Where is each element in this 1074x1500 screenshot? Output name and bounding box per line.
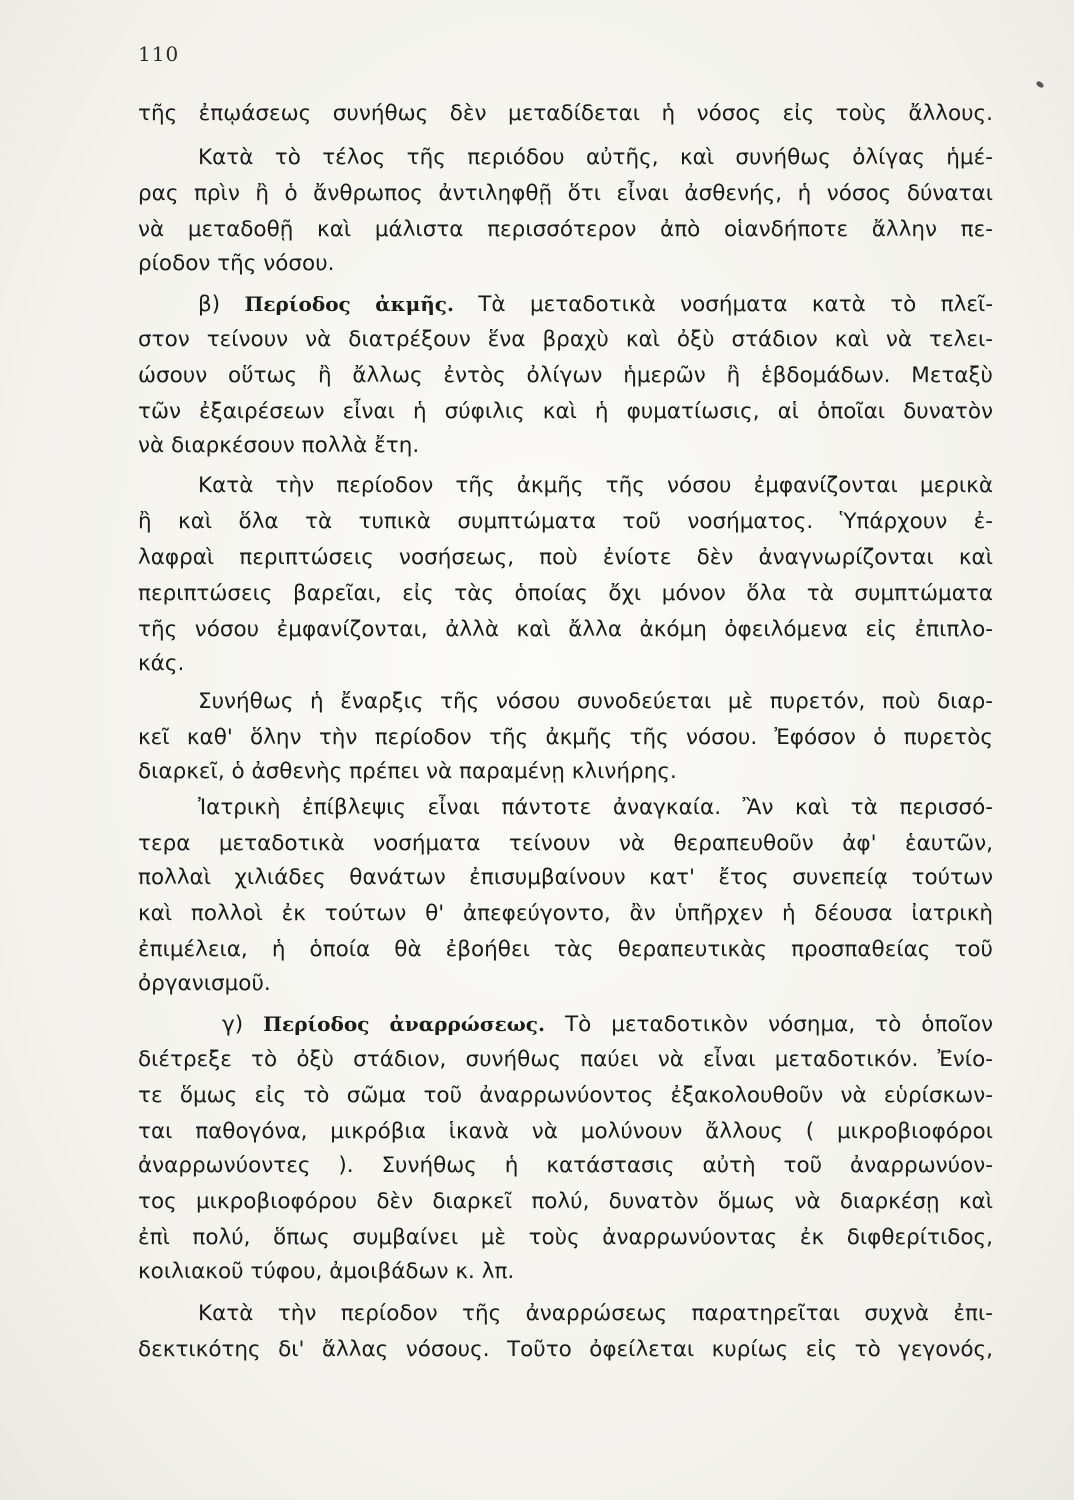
text-line: τῆς ἐπῳάσεως συνήθως δὲν μεταδίδεται ἡ νόσος εἰς τοὺς ἄλλους. [138, 101, 993, 126]
section-c-text: Τὸ μεταδοτικὸν νόσημα, τὸ ὁποῖον [564, 1012, 993, 1037]
text-line: διέτρεξε τὸ ὀξὺ στάδιον, συνήθως παύει νὰ εἶναι μεταδοτικόν. Ἐνίο- [138, 1047, 993, 1072]
text-line: Κατὰ τὴν περίοδον τῆς ἀναρρώσεως παρατηρεῖται συχνὰ ἐπι- [198, 1301, 993, 1326]
text-line: ἢ καὶ ὅλα τὰ τυπικὰ συμπτώματα τοῦ νοσήματος. Ὑπάρχουν ἐ- [138, 509, 993, 534]
text-line: κεῖ καθ' ὅλην τὴν περίοδον τῆς ἀκμῆς τῆς νόσου. Ἐφόσον ὁ πυρετὸς [138, 725, 993, 750]
text-line: τος μικροβιοφόρου δὲν διαρκεῖ πολύ, δυνατὸν ὅμως νὰ διαρκέσῃ καὶ [138, 1189, 993, 1214]
text-line: Ἰατρικὴ ἐπίβλεψις εἶναι πάντοτε ἀναγκαία. Ἂν καὶ τὰ περισσό- [198, 795, 993, 820]
text-line: λαφραὶ περιπτώσεις νοσήσεως, ποὺ ἐνίοτε δὲν ἀναγνωρίζονται καὶ [138, 545, 993, 570]
text-line: διαρκεῖ, ὁ ἀσθενὴς πρέπει νὰ παραμένῃ κλινήρης. [138, 759, 677, 784]
text-line: ρας πρὶν ἢ ὁ ἄνθρωπος ἀντιληφθῇ ὅτι εἶναι ἀσθενής, ἡ νόσος δύναται [138, 181, 993, 206]
text-line: νὰ μεταδοθῇ καὶ μάλιστα περισσότερον ἀπὸ οἱανδήποτε ἄλλην πε- [138, 217, 993, 242]
text-line: ἀναρρωνύοντες ). Συνήθως ἡ κατάστασις αὐτὴ τοῦ ἀναρρωνύον- [138, 1153, 993, 1178]
section-c-heading: Περίοδος ἀναρρώσεως. [263, 1012, 545, 1036]
section-heading-line [222, 1010, 993, 1039]
text-line: καὶ πολλοὶ ἐκ τούτων θ' ἀπεφεύγοντο, ἂν ὑπῆρχεν ἡ δέουσα ἰατρικὴ [138, 901, 993, 926]
text-line: ώσουν οὕτως ἢ ἄλλως ἐντὸς ὀλίγων ἡμερῶν ἢ ἑβδομάδων. Μεταξὺ [138, 363, 993, 388]
text-line: ρίοδον τῆς νόσου. [138, 251, 335, 276]
section-c-label: γ) [222, 1012, 244, 1037]
text-line: Συνήθως ἡ ἔναρξις τῆς νόσου συνοδεύεται μὲ πυρετόν, ποὺ διαρ- [198, 689, 993, 714]
section-b-text: Τὰ μεταδοτικὰ νοσήματα κατὰ τὸ πλεῖ- [478, 292, 993, 317]
text-line: δεκτικότης δι' ἄλλας νόσους. Τοῦτο ὀφείλεται κυρίως εἰς τὸ γεγονός, [138, 1337, 993, 1362]
text-line: ἐπιμέλεια, ἡ ὁποία θὰ ἐβοήθει τὰς θεραπευτικὰς προσπαθείας τοῦ [138, 937, 993, 962]
text-line: κοιλιακοῦ τύφου, ἀμοιβάδων κ. λπ. [138, 1259, 515, 1284]
section-heading-line [198, 290, 993, 319]
text-line: τερα μεταδοτικὰ νοσήματα τείνουν νὰ θεραπευθοῦν ἀφ' ἑαυτῶν, [138, 831, 993, 856]
section-b-label: β) [198, 292, 221, 317]
text-line: κάς. [138, 651, 185, 676]
text-line: Κατὰ τὸ τέλος τῆς περιόδου αὐτῆς, καὶ συνήθως ὀλίγας ἡμέ- [198, 145, 993, 170]
text-line: περιπτώσεις βαρεῖαι, εἰς τὰς ὁποίας ὄχι μόνον ὅλα τὰ συμπτώματα [138, 581, 993, 606]
scan-speck [1035, 80, 1044, 89]
text-line: τε ὅμως εἰς τὸ σῶμα τοῦ ἀναρρωνύοντος ἐξακολουθοῦν νὰ εὑρίσκων- [138, 1083, 993, 1108]
text-line: ὀργανισμοῦ. [138, 971, 271, 996]
text-line: νὰ διαρκέσουν πολλὰ ἔτη. [138, 433, 420, 458]
section-b-heading: Περίοδος ἀκμῆς. [244, 292, 454, 316]
text-line: ται παθογόνα, μικρόβια ἱκανὰ νὰ μολύνουν ἄλλους ( μικροβιοφόροι [138, 1119, 993, 1144]
text-line: Κατὰ τὴν περίοδον τῆς ἀκμῆς τῆς νόσου ἐμφανίζονται μερικὰ [198, 473, 993, 498]
text-line: πολλαὶ χιλιάδες θανάτων ἐπισυμβαίνουν κατ' ἔτος συνεπείᾳ τούτων [138, 865, 993, 890]
text-line: τῆς νόσου ἐμφανίζονται, ἀλλὰ καὶ ἄλλα ἀκόμη ὀφειλόμενα εἰς ἐπιπλο- [138, 617, 993, 642]
text-line: στον τείνουν νὰ διατρέξουν ἕνα βραχὺ καὶ ὀξὺ στάδιον καὶ νὰ τελει- [138, 327, 993, 352]
text-line: ἐπὶ πολύ, ὅπως συμβαίνει μὲ τοὺς ἀναρρωνύοντας ἐκ διφθερίτιδος, [138, 1225, 993, 1250]
text-line: τῶν ἐξαιρέσεων εἶναι ἡ σύφιλις καὶ ἡ φυματίωσις, αἱ ὁποῖαι δυνατὸν [138, 399, 993, 424]
page-number: 110 [138, 42, 180, 66]
